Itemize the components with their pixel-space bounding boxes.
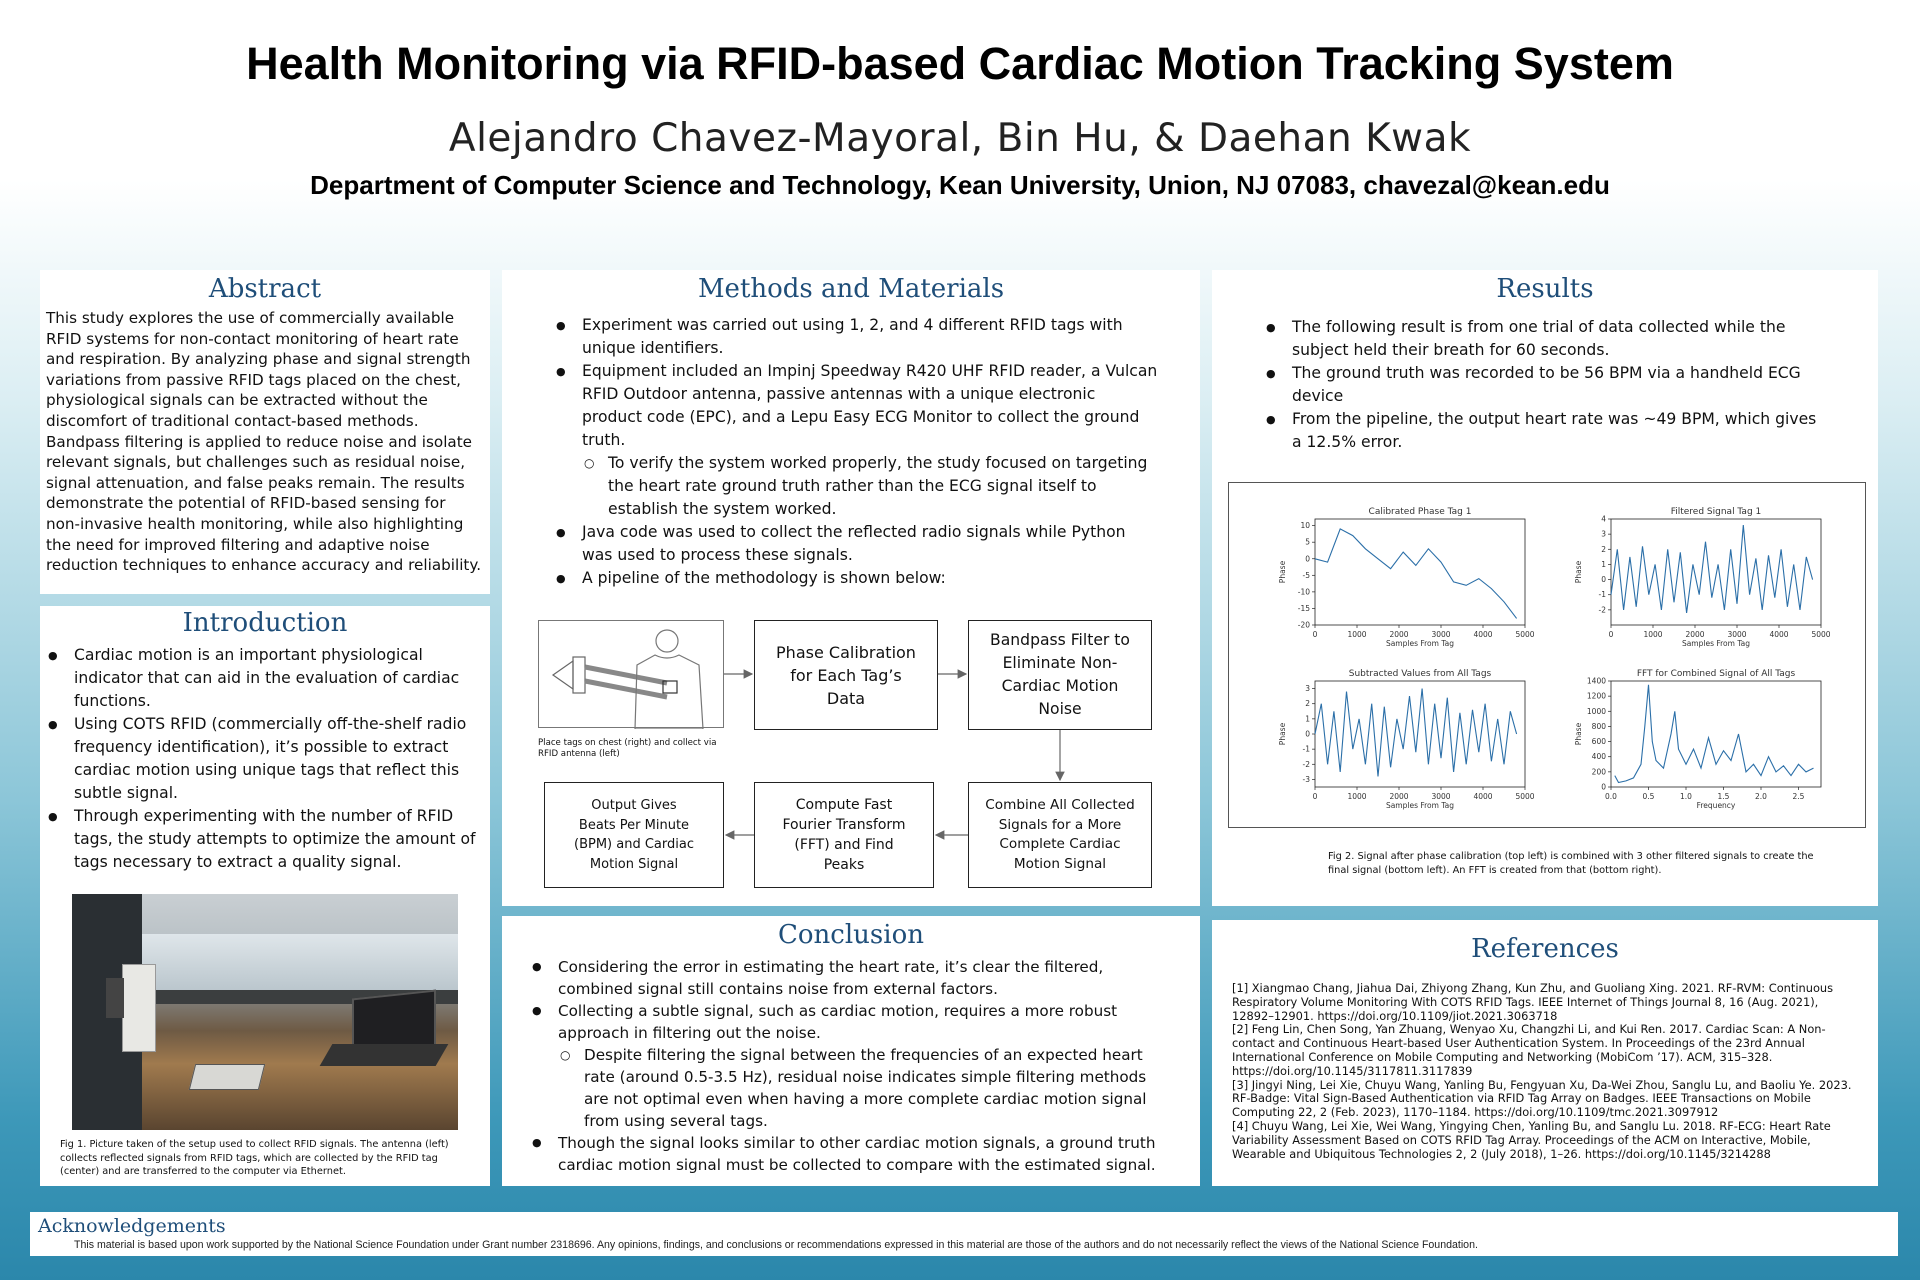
fig1-caption: Fig 1. Picture taken of the setup used to collect RFID signals. The antenna (left) collects reflected signals from RFID tags, which are collected by the RFID tag (center) and are transferred to the computer via Ethernet. [60,1139,449,1177]
references-list [1212,982,1878,1161]
x-tick-label: 5000 [1811,630,1831,639]
y-tick-label: 1 [1305,714,1310,724]
x-tick-label: 2.0 [1755,792,1767,801]
plot-xlabel: Samples From Tag [1385,801,1455,810]
list-item: ○ Despite filtering the signal between the frequencies of an expected heart rate (around 0.5-3.5 Hz), residual noise indicates simple filtering methods are not optimal even when having a more complete cardiac motion signal from using several tags. [524,1044,1170,1132]
reference-item: [2] Feng Lin, Chen Song, Yan Zhuang, Wenyao Xu, Changzhi Li, and Kui Ren. 2017. Cardiac Scan: A Non-contact and Continuous Heart-based User Authentication System. In Proceedings of the 23rd Annual International Conference on Mobile Computing and Networking (MobiCom ’17). ACM, 315–328. https://doi.org/10.1145/3117811.3117839 [1232,1022,1826,1078]
x-tick-label: 0.0 [1605,792,1617,801]
x-tick-label: 3000 [1431,630,1451,639]
abstract-panel [40,270,490,594]
results-heading: Results [1496,274,1594,304]
plot-title: Filtered Signal Tag 1 [1670,507,1762,517]
y-tick-label: 1200 [1586,691,1606,701]
plot-frame [1611,681,1821,787]
y-tick-label: 4 [1601,514,1606,524]
plot-xlabel: Frequency [1696,801,1736,810]
bandpass-filter-box: Bandpass Filter to Eliminate Non-Cardiac Motion Noise [968,620,1152,730]
y-tick-label: 0 [1305,729,1310,739]
y-tick-label: 1000 [1586,706,1606,716]
results-bullets [1212,316,1878,454]
affiliation: Department of Computer Science and Technology, Kean University, Union, NJ 07083, chavezal@kean.edu [310,170,1610,200]
reference-item: [1] Xiangmao Chang, Jiahua Dai, Zhiyong Zhang, Kun Zhu, and Guoliang Xing. 2021. RF-RVM: Continuous Respiratory Volume Monitoring With COTS RFID Tags. IEEE Internet of Things Journal 8, 16 (Aug. 2021), 12892–12901. https://doi.org/10.1109/jiot.2021.3063718 [1232,981,1834,1023]
x-tick-label: 0.5 [1642,792,1655,801]
list-item: ● Equipment included an Impinj Speedway R420 UHF RFID reader, a Vulcan RFID Outdoor antenna, passive antennas with a unique electronic product code (EPC), and a Lepu Easy ECG Monitor to collect the ground truth. [548,360,1160,452]
plot-ylabel: Phase [1574,722,1583,746]
y-tick-label: 5 [1305,537,1310,547]
x-tick-label: 3000 [1727,630,1747,639]
plot-frame [1611,519,1821,625]
setup-photo [72,894,458,1130]
y-tick-label: -1 [1598,590,1606,600]
poster-title: Health Monitoring via RFID-based Cardiac Motion Tracking System [246,38,1674,89]
results-figure [1228,482,1866,828]
plot-ylabel: Phase [1574,560,1583,584]
acknowledgements-panel [30,1212,1898,1256]
results-panel [1212,270,1878,906]
list-item: ● Through experimenting with the number of RFID tags, the study attempts to optimize the amount of tags necessary to extract a quality signal. [40,805,484,874]
y-tick-label: 2 [1601,544,1606,554]
x-tick-label: 0 [1608,630,1614,639]
y-tick-label: 10 [1300,521,1310,531]
conclusion-panel [502,916,1200,1186]
x-tick-label: 5000 [1515,792,1535,801]
abstract-text: This study explores the use of commercially available RFID systems for non-contact monitoring of heart rate and respiration. By analyzing phase and signal strength variations from passive RFID tags placed on the chest, physiological signals can be extracted without the discomfort of traditional contact-based methods. Bandpass filtering is applied to reduce noise and isolate relevant signals, but challenges such as residual noise, signal attenuation, and false peaks remain. The results demonstrate the potential of RFID-based sensing for non-invasive health monitoring, while also highlighting the need for improved filtering and adaptive noise reduction techniques to enhance accuracy and reliability. [46,309,482,575]
reference-item: [4] Chuyu Wang, Lei Xie, Wei Wang, Yingying Chen, Yanling Bu, and Sanglu Lu. 2018. RF-ECG: Heart Rate Variability Assessment Based on COTS RFID Tag Array. Proceedings of the ACM on Interactive, Mobile, Wearable and Ubiquitous Technologies 2, 2 (July 2018), 1–26. https://doi.org/10.1145/3214288 [1232,1118,1831,1161]
x-tick-label: 0 [1312,630,1318,639]
authors: Alejandro Chavez-Mayoral, Bin Hu, & Daehan Kwak [448,116,1472,161]
y-tick-label: -2 [1302,759,1310,769]
y-tick-label: 800 [1591,721,1606,731]
x-tick-label: 4000 [1769,630,1789,639]
results-plots [1229,483,1867,829]
pipeline-arrows [502,270,1200,906]
y-tick-label: 2 [1305,699,1310,709]
x-tick-label: 3000 [1431,792,1451,801]
conclusion-heading: Conclusion [778,920,924,950]
x-tick-label: 1.5 [1717,792,1730,801]
x-tick-label: 1000 [1347,630,1367,639]
plot-title: Calibrated Phase Tag 1 [1368,507,1472,517]
list-item: ● Though the signal looks similar to other cardiac motion signals, a ground truth cardiac motion signal must be collected to compare with the estimated signal. [524,1132,1170,1176]
plot-title: FFT for Combined Signal of All Tags [1636,669,1796,679]
y-tick-label: 400 [1591,752,1606,762]
x-tick-label: 1.0 [1680,792,1692,801]
x-tick-label: 1000 [1347,792,1367,801]
y-tick-label: -2 [1598,605,1606,615]
reference-item: [3] Jingyi Ning, Lei Xie, Chuyu Wang, Yanling Bu, Fengyuan Xu, Da-Wei Zhou, Sanglu Lu, and Baoliu Ye. 2023. RF-Badge: Vital Sign-Based Authentication via RFID Tag Array on Badges. IEEE Transactions on Mobile Computing 22, 2 (Feb. 2023), 1170–1184. https://doi.org/10.1109/tmc.2021.3097912 [1232,1077,1852,1120]
x-tick-label: 2000 [1685,630,1705,639]
fig2-caption: Fig 2. Signal after phase calibration (top left) is combined with 3 other filtered signals to create the final signal (bottom left). An FFT is created from that (bottom right). [1328,851,1814,876]
y-tick-label: -3 [1302,774,1310,784]
output-box: Output Gives Beats Per Minute (BPM) and Cardiac Motion Signal [544,782,724,888]
y-tick-label: 600 [1591,737,1606,747]
abstract-heading: Abstract [208,274,322,304]
plot-xlabel: Samples From Tag [1681,639,1751,648]
plot-ylabel: Phase [1278,722,1287,746]
y-tick-label: -5 [1302,570,1310,580]
list-item: ● Using COTS RFID (commercially off-the-shelf radio frequency identification), it’s possible to extract cardiac motion using unique tags that reflect this subtle signal. [40,713,484,805]
list-item: ● Considering the error in estimating the heart rate, it’s clear the filtered, combined signal still contains noise from external factors. [524,956,1170,1000]
y-tick-label: -15 [1297,603,1310,613]
y-tick-label: 0 [1601,575,1606,585]
y-tick-label: 0 [1305,554,1310,564]
phase-calibration-box: Phase Calibration for Each Tag’s Data [754,620,938,730]
pipeline-image-caption: Place tags on chest (right) and collect via RFID antenna (left) [538,738,717,759]
y-tick-label: 1400 [1586,676,1606,686]
list-item: ● The ground truth was recorded to be 56 BPM via a handheld ECG device [1258,362,1818,408]
x-tick-label: 5000 [1515,630,1535,639]
x-tick-label: 2000 [1389,630,1409,639]
list-item: ● Collecting a subtle signal, such as cardiac motion, requires a more robust approach in filtering out the noise. [524,1000,1170,1044]
x-tick-label: 4000 [1473,630,1493,639]
plot-series-line [1315,529,1517,619]
introduction-bullets [40,644,490,874]
methods-panel [502,270,1200,906]
plot-ylabel: Phase [1278,560,1287,584]
plot-xlabel: Samples From Tag [1385,639,1455,648]
list-item: ● A pipeline of the methodology is shown below: [548,567,1160,590]
list-item: ● Java code was used to collect the reflected radio signals while Python was used to process these signals. [548,521,1160,567]
y-tick-label: 3 [1305,684,1310,694]
plot-series-line [1611,525,1813,613]
y-tick-label: -10 [1297,587,1310,597]
acknowledgements-text: This material is based upon work supported by the National Science Foundation under Grant number 2318696. Any opinions, findings, and conclusions or recommendations expressed in this material are those of the authors and do not necessarily reflect the views of the National Science Foundation. [74,1239,1478,1251]
x-tick-label: 1000 [1643,630,1663,639]
list-item: ● Cardiac motion is an important physiological indicator that can aid in the evaluation of cardiac functions. [40,644,484,713]
list-item: ○ To verify the system worked properly, the study focused on targeting the heart rate ground truth rather than the ECG signal itself to establish the system worked. [548,452,1160,521]
fft-box: Compute Fast Fourier Transform (FFT) and Find Peaks [754,782,934,888]
references-heading: References [1471,934,1619,964]
y-tick-label: -1 [1302,744,1310,754]
combine-signals-box: Combine All Collected Signals for a More Complete Cardiac Motion Signal [968,782,1152,888]
list-item: ● The following result is from one trial of data collected while the subject held their breath for 60 seconds. [1258,316,1818,362]
methods-heading: Methods and Materials [697,274,1005,304]
list-item: ● Experiment was carried out using 1, 2, and 4 different RFID tags with unique identifiers. [548,314,1160,360]
conclusion-bullets [502,956,1200,1176]
plot-frame [1315,519,1525,625]
y-tick-label: 3 [1601,529,1606,539]
x-tick-label: 0 [1312,792,1318,801]
introduction-panel [40,606,490,1186]
references-panel [1212,920,1878,1186]
list-item: ● From the pipeline, the output heart rate was ~49 BPM, which gives a 12.5% error. [1258,408,1818,454]
x-tick-label: 4000 [1473,792,1493,801]
x-tick-label: 2000 [1389,792,1409,801]
introduction-heading: Introduction [182,608,348,638]
plot-title: Subtracted Values from All Tags [1348,669,1492,679]
y-tick-label: 0 [1601,782,1606,792]
x-tick-label: 2.5 [1792,792,1805,801]
plot-series-line [1615,685,1814,783]
y-tick-label: 1 [1601,559,1606,569]
acknowledgements-heading: Acknowledgements [38,1215,226,1237]
y-tick-label: -20 [1297,620,1310,630]
plot-series-line [1315,689,1517,777]
y-tick-label: 200 [1591,767,1606,777]
